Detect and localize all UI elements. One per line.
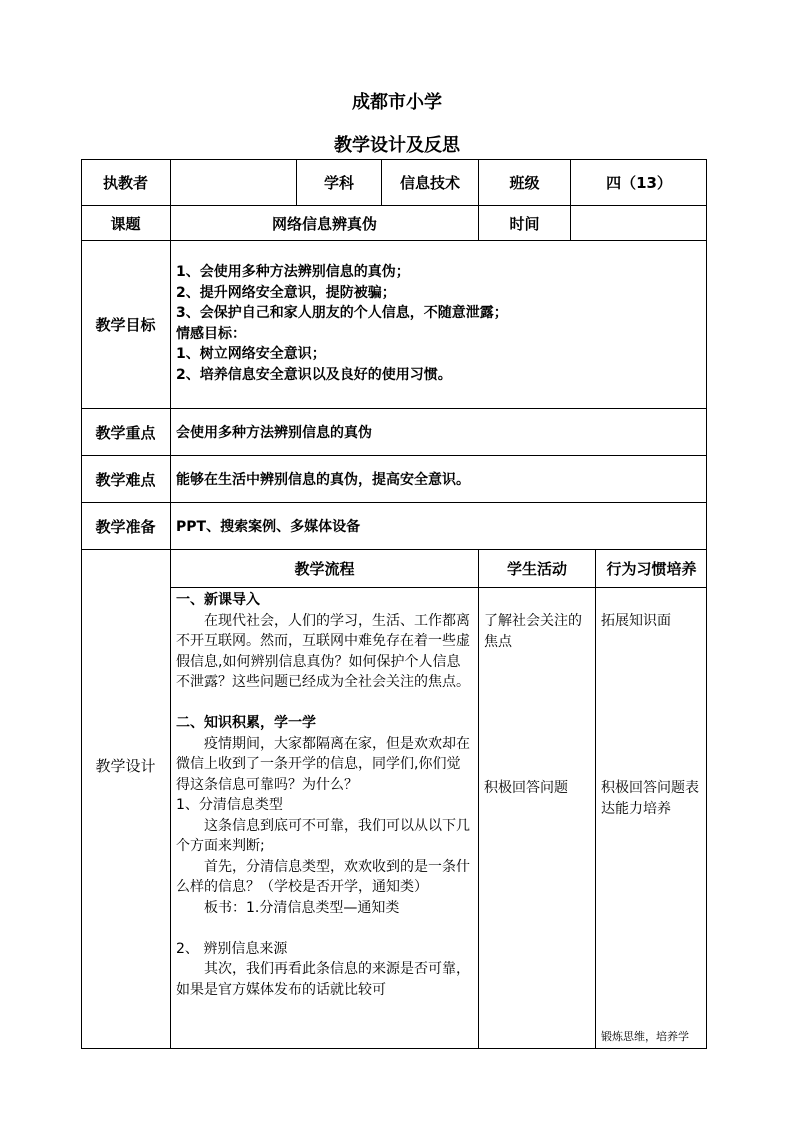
- process-paragraph: 首先，分清信息类型，欢欢收到的是一条什么样的信息？（学校是否开学，通知类）: [176, 858, 470, 895]
- column-divider: [595, 549, 596, 1049]
- difficulty-value: 能够在生活中辨别信息的真伪，提高安全意识。: [176, 472, 470, 488]
- key-point-value: 会使用多种方法辨别信息的真伪: [176, 425, 372, 441]
- habit-item: 积极回答问题表达能力培养: [601, 780, 699, 817]
- process-header: 教学流程: [294, 560, 355, 578]
- process-subheading: 1、分清信息类型: [176, 797, 283, 813]
- subject-value: 信息技术: [399, 173, 460, 192]
- habit-item: 锻炼思维，培养学: [601, 1030, 689, 1043]
- process-heading: 一、新课导入: [176, 592, 260, 608]
- topic-label: 课题: [110, 214, 141, 233]
- habit-item: 拓展知识面: [601, 613, 671, 629]
- goal-line: 2、提升网络安全意识，提防被骗；: [176, 284, 396, 301]
- class-label: 班级: [509, 173, 540, 192]
- process-paragraph: 在现代社会，人们的学习，生活、工作都离不开互联网。然而，互联网中难免存在着一些虚假信息,如何辨别信息真伪？如何保护个人信息不泄露？这些问题已经成为全社会关注的焦点。: [176, 612, 470, 690]
- subject-label: 学科: [323, 173, 354, 192]
- goal-line: 2、培养信息安全意识以及良好的使用习惯。: [176, 366, 452, 383]
- process-paragraph: 疫情期间，大家都隔离在家，但是欢欢却在微信上收到了一条开学的信息，同学们,你们觉得这条信息可靠吗？为什么？: [176, 735, 470, 793]
- preparation-label: 教学准备: [95, 517, 156, 536]
- goal-line: 情感目标：: [176, 325, 246, 342]
- design-label: 教学设计: [95, 756, 156, 775]
- column-divider: [170, 159, 171, 1049]
- teaching-process: [176, 590, 474, 1000]
- teacher-value: [171, 159, 296, 205]
- topic-value: 网络信息辨真伪: [271, 214, 377, 233]
- column-divider: [478, 549, 479, 1049]
- row-divider: [81, 240, 707, 241]
- goals-list: [176, 262, 701, 385]
- student-activity-header: 学生活动: [506, 560, 567, 578]
- preparation-value: PPT、搜索案例、多媒体设备: [176, 519, 361, 535]
- process-paragraph: 其次，我们再看此条信息的来源是否可靠，如果是官方媒体发布的话就比较可: [176, 961, 470, 998]
- student-activity: 积极回答问题: [484, 780, 568, 796]
- process-blank: [176, 693, 474, 714]
- school-name: 成都市小学: [352, 92, 442, 113]
- time-label: 时间: [509, 214, 540, 233]
- goal-line: 1、树立网络安全意识；: [176, 346, 326, 362]
- process-subheading: 2、 辨别信息来源: [176, 940, 288, 957]
- difficulty-label: 教学难点: [95, 470, 156, 489]
- goal-line: 1、会使用多种方法辨别信息的真伪；: [176, 264, 410, 280]
- time-value: [571, 206, 707, 240]
- process-heading: 二、知识积累，学一学: [176, 715, 316, 731]
- habit-header: 行为习惯培养: [606, 560, 697, 578]
- process-blank: [176, 918, 474, 939]
- process-paragraph: 这条信息到底可不可靠，我们可以从以下几个方面来判断;: [176, 817, 470, 854]
- goal-line: 3、会保护自己和家人朋友的个人信息，不随意泄露；: [176, 305, 508, 321]
- document-title: 教学设计及反思: [334, 135, 460, 156]
- row-divider: [170, 587, 707, 588]
- student-activity: 了解社会关注的焦点: [484, 613, 582, 650]
- key-point-label: 教学重点: [95, 423, 156, 442]
- teacher-label: 执教者: [102, 173, 148, 192]
- board-note: 板书：1.分清信息类型—通知类: [204, 899, 400, 916]
- goals-label: 教学目标: [95, 316, 156, 334]
- class-value: 四（13）: [606, 173, 672, 192]
